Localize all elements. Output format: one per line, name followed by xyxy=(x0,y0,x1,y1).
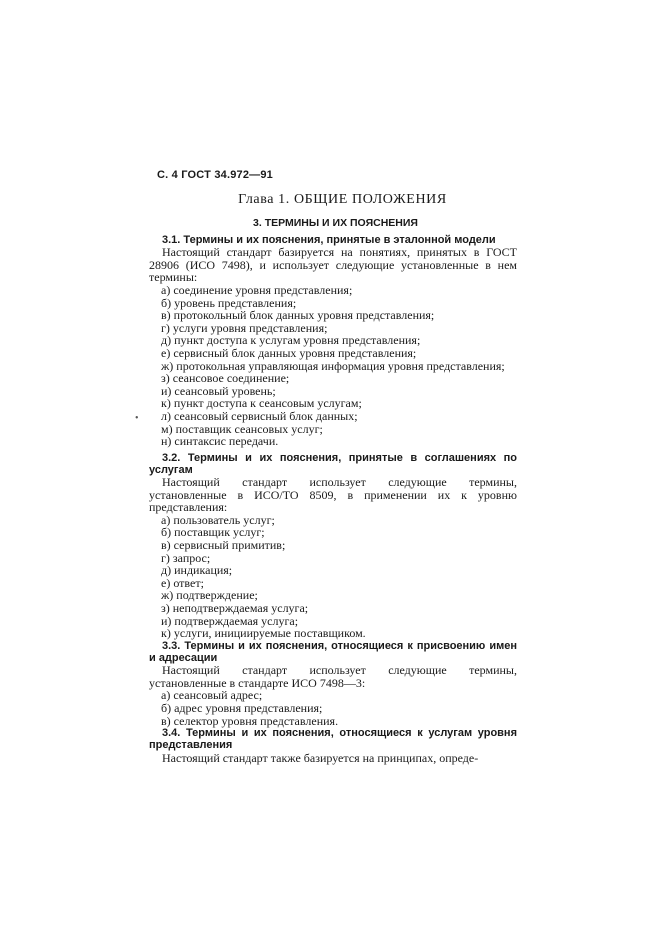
list-item: и) подтверждаемая услуга; xyxy=(161,613,299,628)
list-item: д) индикация; xyxy=(161,563,233,578)
list-item: е) сервисный блок данных уровня представления; xyxy=(161,345,417,360)
list-item: к) услуги, инициируемые поставщиком. xyxy=(161,626,366,641)
list-item: к) пункт доступа к сеансовым услугам; xyxy=(161,396,362,411)
subsection-3-2-intro: Настоящий стандарт использует следующие термины, установленные в ИСО/ТО 8509, в применении их к уровню представления: xyxy=(149,475,517,515)
subsection-3-3-intro: Настоящий стандарт использует следующие термины, установленные в стандарте ИСО 7498—3: xyxy=(149,663,517,690)
list-item: а) соединение уровня представления; xyxy=(161,282,353,297)
list-item: и) сеансовый уровень; xyxy=(161,383,276,398)
list-item: б) уровень представления; xyxy=(161,295,297,310)
chapter-title: Глава 1. ОБЩИЕ ПОЛОЖЕНИЯ xyxy=(238,192,447,207)
list-item: з) сеансовое соединение; xyxy=(161,371,290,386)
list-item: ж) протокольная управляющая информация уровня представления; xyxy=(161,358,505,373)
list-item: м) поставщик сеансовых услуг; xyxy=(161,421,323,436)
list-item: г) услуги уровня представления; xyxy=(161,320,328,335)
subsection-3-4-heading: 3.4. Термины и их пояснения, относящиеся к услугам уровня представления xyxy=(149,727,517,752)
list-item: а) сеансовый адрес; xyxy=(161,688,263,703)
list-item: а) пользователь услуг; xyxy=(161,512,275,527)
scan-speck: • xyxy=(135,413,139,424)
list-item: ж) подтверждение; xyxy=(161,588,258,603)
subsection-3-3-heading: 3.3. Термины и их пояснения, относящиеся к присвоению имен и адресации xyxy=(149,639,517,665)
subsection-3-1-heading: 3.1. Термины и их пояснения, принятые в эталонной модели xyxy=(162,234,496,246)
list-item: в) протокольный блок данных уровня представления; xyxy=(161,308,435,323)
list-item: е) ответ; xyxy=(161,575,204,590)
list-item: в) сервисный примитив; xyxy=(161,538,286,553)
list-item: б) адрес уровня представления; xyxy=(161,701,323,716)
section-title: 3. ТЕРМИНЫ И ИХ ПОЯСНЕНИЯ xyxy=(253,217,418,229)
body-text xyxy=(149,234,517,764)
subsection-3-4-intro: Настоящий стандарт также базируется на принципах, опреде- xyxy=(162,750,479,765)
list-item: з) неподтверждаемая услуга; xyxy=(161,601,309,616)
list-item: б) поставщик услуг; xyxy=(161,525,265,540)
list-item: д) пункт доступа к услугам уровня представления; xyxy=(161,333,421,348)
list-item: н) синтаксис передачи. xyxy=(161,434,279,449)
list-item: г) запрос; xyxy=(161,550,211,565)
list-item: в) селектор уровня представления. xyxy=(161,713,339,728)
list-item: л) сеансовый сервисный блок данных; xyxy=(161,408,358,423)
subsection-3-1-intro: Настоящий стандарт базируется на понятиях, принятых в ГОСТ 28906 (ИСО 7498), и использует следующие установленные в нем термины: xyxy=(149,245,517,285)
subsection-3-2-heading: 3.2. Термины и их пояснения, принятые в соглашениях по услугам xyxy=(149,451,517,476)
running-header: С. 4 ГОСТ 34.972—91 xyxy=(157,169,274,181)
